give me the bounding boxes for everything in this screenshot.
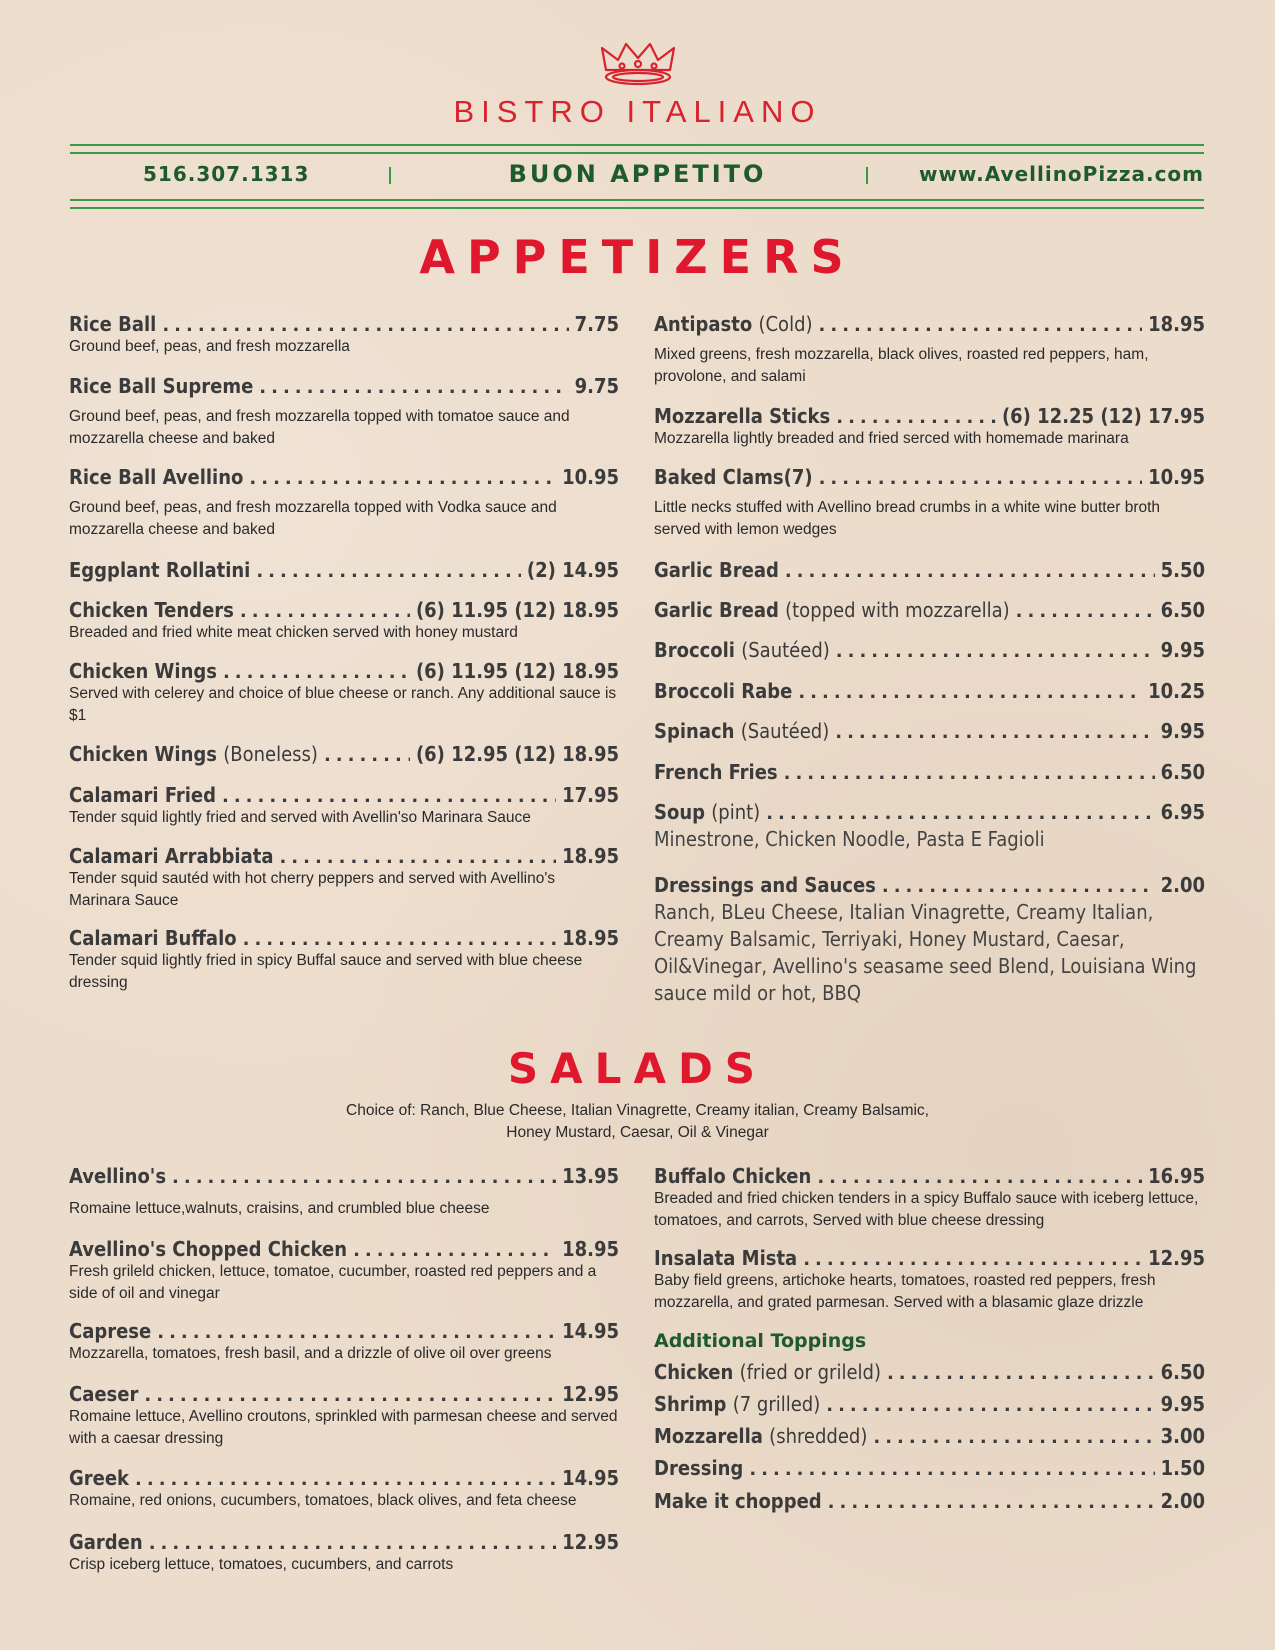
item-row (69, 1466, 619, 1490)
item-description: Tender squid sautéd with hot cherry peppers and served with Avellino's Marinara Sauce (69, 870, 556, 909)
item-name: Chicken Wings (69, 659, 217, 683)
item-name: Spinach (Sautéed) (654, 719, 830, 743)
item-name: Dressings and Sauces (654, 873, 876, 897)
dot-leader (835, 722, 1154, 743)
item-row (654, 1246, 1205, 1270)
dot-leader (259, 377, 568, 398)
item-row (654, 1164, 1205, 1188)
item-name: Avellino's Chopped Chicken (69, 1237, 348, 1261)
item-price: (6) 11.95 (12) 18.95 (415, 598, 619, 622)
item-price: 12.95 (562, 1382, 619, 1406)
website-link[interactable]: www.AvellinoPizza.com (919, 162, 1204, 186)
item-row (69, 465, 619, 489)
item-description: Crisp iceberg lettuce, tomatoes, cucumbers, and carrots (69, 1556, 454, 1573)
item-name: Antipasto (Cold) (654, 312, 813, 336)
item-name: Soup (pint) (654, 800, 761, 824)
item-description: Romaine lettuce, Avellino croutons, sprinkled with parmesan cheese and served with a caesar dressing (69, 1408, 618, 1447)
item-description: Baby field greens, artichoke hearts, tomatoes, roasted red peppers, fresh mozzarella, and grated parmesan. Served with a blasamic glaze drizzle (654, 1272, 1156, 1311)
item-row (654, 1392, 1205, 1416)
item-row (654, 558, 1205, 582)
item-qualifier: (Boneless) (223, 742, 318, 766)
additional-toppings-title: Additional Toppings (654, 1330, 867, 1352)
item-description: Tender squid lightly fried and served with Avellin'so Marinara Sauce (69, 809, 531, 826)
item-price: 9.95 (1160, 1392, 1205, 1416)
item-price: 18.95 (562, 844, 619, 868)
dot-leader (882, 876, 1155, 897)
header-rule-top-1 (70, 144, 1204, 146)
item-row (654, 873, 1205, 897)
item-name: Mozzarella (shredded) (654, 1424, 868, 1448)
item-name: Mozzarella Sticks (654, 404, 831, 428)
menu-item (654, 800, 1205, 853)
item-row (69, 742, 619, 766)
menu-item (69, 659, 619, 727)
menu-item (654, 404, 1205, 450)
topping-item (654, 1360, 1205, 1384)
menu-item (69, 926, 619, 994)
menu-item (654, 719, 1205, 743)
item-description: Romaine lettuce,walnuts, craisins, and crumbled blue cheese (69, 1200, 490, 1217)
item-row (69, 558, 619, 582)
topping-item (654, 1456, 1205, 1480)
item-price: 10.95 (1148, 465, 1205, 489)
dot-leader (826, 1395, 1154, 1416)
item-price: 14.95 (562, 1319, 619, 1343)
item-row (654, 1456, 1205, 1480)
item-price: 14.95 (562, 1466, 619, 1490)
item-name: Insalata Mista (654, 1246, 798, 1270)
dot-leader (222, 786, 556, 807)
item-row (654, 760, 1205, 784)
dot-leader (819, 468, 1143, 489)
item-qualifier: (Cold) (758, 312, 813, 336)
menu-item (69, 1530, 619, 1576)
item-price: 2.00 (1160, 1489, 1205, 1513)
item-row (69, 312, 619, 336)
menu-item (654, 598, 1205, 622)
header-separator (866, 167, 868, 184)
item-name: Garlic Bread (topped with mozzarella) (654, 598, 1010, 622)
dot-leader (162, 315, 568, 336)
dot-leader (803, 1249, 1142, 1270)
item-row (69, 1530, 619, 1554)
menu-item (69, 1237, 619, 1305)
item-name: Calamari Buffalo (69, 926, 237, 950)
menu-item (69, 558, 619, 582)
dot-leader (149, 1533, 556, 1554)
menu-item (654, 679, 1205, 703)
item-price: 6.50 (1160, 760, 1205, 784)
item-name: Chicken Tenders (69, 598, 234, 622)
menu-item (654, 1246, 1205, 1314)
item-row (654, 679, 1205, 703)
menu-item (69, 374, 619, 450)
dot-leader (279, 847, 556, 868)
item-qualifier: (Sautéed) (740, 719, 830, 743)
item-description: Little necks stuffed with Avellino bread crumbs in a white wine butter broth served with lemon wedges (654, 499, 1161, 538)
item-row (69, 659, 619, 683)
dot-leader (828, 1492, 1155, 1513)
item-description: Mozzarella lightly breaded and fried serced with homemade marinara (654, 430, 1129, 447)
item-row (654, 1489, 1205, 1513)
menu-item (69, 1164, 619, 1220)
item-qualifier: (shredded) (769, 1424, 868, 1448)
item-price: 13.95 (562, 1164, 619, 1188)
item-price: 7.75 (574, 312, 619, 336)
item-price: 9.95 (1160, 638, 1205, 662)
menu-item (654, 638, 1205, 662)
item-name: Caprese (69, 1319, 152, 1343)
menu-item (654, 465, 1205, 541)
item-row (69, 783, 619, 807)
dot-leader (243, 929, 556, 950)
item-price: 12.95 (1148, 1246, 1205, 1270)
phone-number[interactable]: 516.307.1313 (143, 162, 310, 186)
dot-leader (172, 1167, 556, 1188)
item-name: Baked Clams(7) (654, 465, 813, 489)
dot-leader (353, 1240, 556, 1261)
item-qualifier: (fried or grileld) (739, 1360, 881, 1384)
menu-item (69, 312, 619, 358)
menu-item (654, 760, 1205, 784)
item-row (69, 1319, 619, 1343)
item-price: (2) 14.95 (526, 558, 619, 582)
dot-leader (836, 407, 996, 428)
topping-item (654, 1392, 1205, 1416)
item-name: Avellino's (69, 1164, 167, 1188)
dot-leader (873, 1427, 1154, 1448)
item-price: 6.95 (1160, 800, 1205, 824)
header-rule-bottom-2 (70, 207, 1204, 209)
item-description: Breaded and fried chicken tenders in a spicy Buffalo sauce with iceberg lettuce, tomatoes, and carrots, Served with blue cheese dressing (654, 1190, 1199, 1229)
menu-item (69, 1382, 619, 1450)
item-price: 16.95 (1148, 1164, 1205, 1188)
salads-title: SALADS (507, 1044, 768, 1093)
item-price: 2.00 (1160, 873, 1205, 897)
header-rule-top-2 (70, 152, 1204, 154)
dot-leader (749, 1459, 1154, 1480)
item-row (69, 1237, 619, 1261)
item-row (69, 926, 619, 950)
menu-item (654, 1164, 1205, 1232)
item-description: Ground beef, peas, and fresh mozzarella topped with Vodka sauce and mozzarella cheese and baked (69, 499, 557, 538)
item-row (654, 465, 1205, 489)
item-qualifier: (Sautéed) (741, 638, 830, 662)
menu-item (69, 1319, 619, 1365)
item-qualifier: (topped with mozzarella) (785, 598, 1010, 622)
item-description: Ranch, BLeu Cheese, Italian Vinagrette, Creamy Italian, Creamy Balsamic, Terriyaki, Honey Mustard, Caesar, Oil&Vinegar, Avellino's seasame seed Blend, Louisiana Wing sauce mild or hot, BBQ (654, 900, 1197, 1005)
item-price: 3.00 (1160, 1424, 1205, 1448)
item-row (654, 800, 1205, 824)
item-name: Calamari Arrabbiata (69, 844, 274, 868)
item-name: Chicken (fried or grileld) (654, 1360, 881, 1384)
item-description: Mixed greens, fresh mozzarella, black olives, roasted red peppers, ham, provolone, and salami (654, 346, 1149, 385)
dot-leader (1016, 601, 1155, 622)
dot-leader (135, 1469, 556, 1490)
item-name: Rice Ball (69, 312, 157, 336)
item-name: Broccoli (Sautéed) (654, 638, 830, 662)
item-name: Dressing (654, 1456, 744, 1480)
menu-item (69, 465, 619, 541)
dot-leader (817, 1167, 1142, 1188)
menu-item (69, 1466, 619, 1512)
dot-leader (766, 803, 1154, 824)
item-price: 6.50 (1160, 598, 1205, 622)
topping-item (654, 1424, 1205, 1448)
item-row (654, 312, 1205, 336)
item-name: Buffalo Chicken (654, 1164, 812, 1188)
item-row (654, 1424, 1205, 1448)
dot-leader (324, 745, 410, 766)
item-description: Breaded and fried white meat chicken served with honey mustard (69, 624, 518, 641)
item-name: Caeser (69, 1382, 139, 1406)
item-row (69, 598, 619, 622)
item-price: 10.95 (562, 465, 619, 489)
item-row (654, 1360, 1205, 1384)
item-row (69, 844, 619, 868)
item-name: Chicken Wings (Boneless) (69, 742, 318, 766)
item-name: Broccoli Rabe (654, 679, 793, 703)
item-name: Calamari Fried (69, 783, 216, 807)
menu-item (654, 873, 1205, 1007)
dot-leader (836, 641, 1155, 662)
item-description: Romaine, red onions, cucumbers, tomatoes, black olives, and feta cheese (69, 1492, 577, 1509)
item-price: (6) 12.25 (12) 17.95 (1001, 404, 1205, 428)
dot-leader (256, 561, 521, 582)
item-row (69, 1382, 619, 1406)
menu-item (69, 783, 619, 829)
item-price: 1.50 (1160, 1456, 1205, 1480)
item-description: Served with celerey and choice of blue cheese or ranch. Any additional sauce is $1 (69, 685, 617, 724)
item-price: 9.95 (1160, 719, 1205, 743)
dot-leader (784, 763, 1155, 784)
item-name: Make it chopped (654, 1489, 822, 1513)
header-rule-bottom-1 (70, 199, 1204, 201)
item-price: 5.50 (1160, 558, 1205, 582)
item-name: Shrimp (7 grilled) (654, 1392, 821, 1416)
item-description: Mozzarella, tomatoes, fresh basil, and a drizzle of olive oil over greens (69, 1345, 552, 1362)
dot-leader (240, 601, 410, 622)
item-row (654, 598, 1205, 622)
menu-item (654, 312, 1205, 388)
item-name: Garden (69, 1530, 143, 1554)
tagline: BUON APPETITO (508, 160, 767, 188)
item-name: Rice Ball Supreme (69, 374, 254, 398)
item-row (654, 719, 1205, 743)
salad-dressing-note: Choice of: Ranch, Blue Cheese, Italian Vinagrette, Creamy italian, Creamy Balsamic, Honey Mustard, Caesar, Oil & Vinegar (346, 1102, 929, 1141)
item-description: Minestrone, Chicken Noodle, Pasta E Fagioli (654, 827, 1045, 851)
item-price: 10.25 (1148, 679, 1205, 703)
menu-item (69, 844, 619, 912)
dot-leader (819, 315, 1143, 336)
item-price: 12.95 (562, 1530, 619, 1554)
item-row (654, 404, 1205, 428)
item-description: Tender squid lightly fried in spicy Buffal sauce and served with blue cheese dressing (69, 952, 583, 991)
menu-item (69, 598, 619, 644)
dot-leader (249, 468, 556, 489)
menu-item (69, 742, 619, 766)
appetizers-title: APPETIZERS (419, 230, 856, 284)
item-price: 9.75 (574, 374, 619, 398)
item-price: 6.50 (1160, 1360, 1205, 1384)
dot-leader (798, 682, 1142, 703)
item-price: 17.95 (562, 783, 619, 807)
item-qualifier: (pint) (711, 800, 761, 824)
item-price: (6) 11.95 (12) 18.95 (415, 659, 619, 683)
menu-item (654, 558, 1205, 582)
item-name: Rice Ball Avellino (69, 465, 244, 489)
brand-name: BISTRO ITALIANO (453, 94, 822, 129)
item-price: 18.95 (1148, 312, 1205, 336)
item-name: Garlic Bread (654, 558, 779, 582)
item-name: Greek (69, 1466, 130, 1490)
dot-leader (785, 561, 1155, 582)
item-name: French Fries (654, 760, 778, 784)
item-row (69, 374, 619, 398)
crown-icon (598, 40, 678, 88)
dot-leader (887, 1363, 1155, 1384)
item-name: Eggplant Rollatini (69, 558, 251, 582)
dot-leader (223, 662, 410, 683)
dot-leader (157, 1322, 556, 1343)
dot-leader (144, 1385, 556, 1406)
item-price: (6) 12.95 (12) 18.95 (415, 742, 619, 766)
item-description: Ground beef, peas, and fresh mozzarella (69, 338, 350, 355)
item-description: Ground beef, peas, and fresh mozzarella topped with tomatoe sauce and mozzarella cheese and baked (69, 408, 570, 447)
item-qualifier: (7 grilled) (732, 1392, 821, 1416)
item-price: 18.95 (562, 926, 619, 950)
item-description: Fresh grileld chicken, lettuce, tomatoe, cucumber, roasted red peppers and a side of oil and vinegar (69, 1263, 597, 1302)
item-price: 18.95 (562, 1237, 619, 1261)
topping-item (654, 1489, 1205, 1513)
item-row (654, 638, 1205, 662)
item-row (69, 1164, 619, 1188)
